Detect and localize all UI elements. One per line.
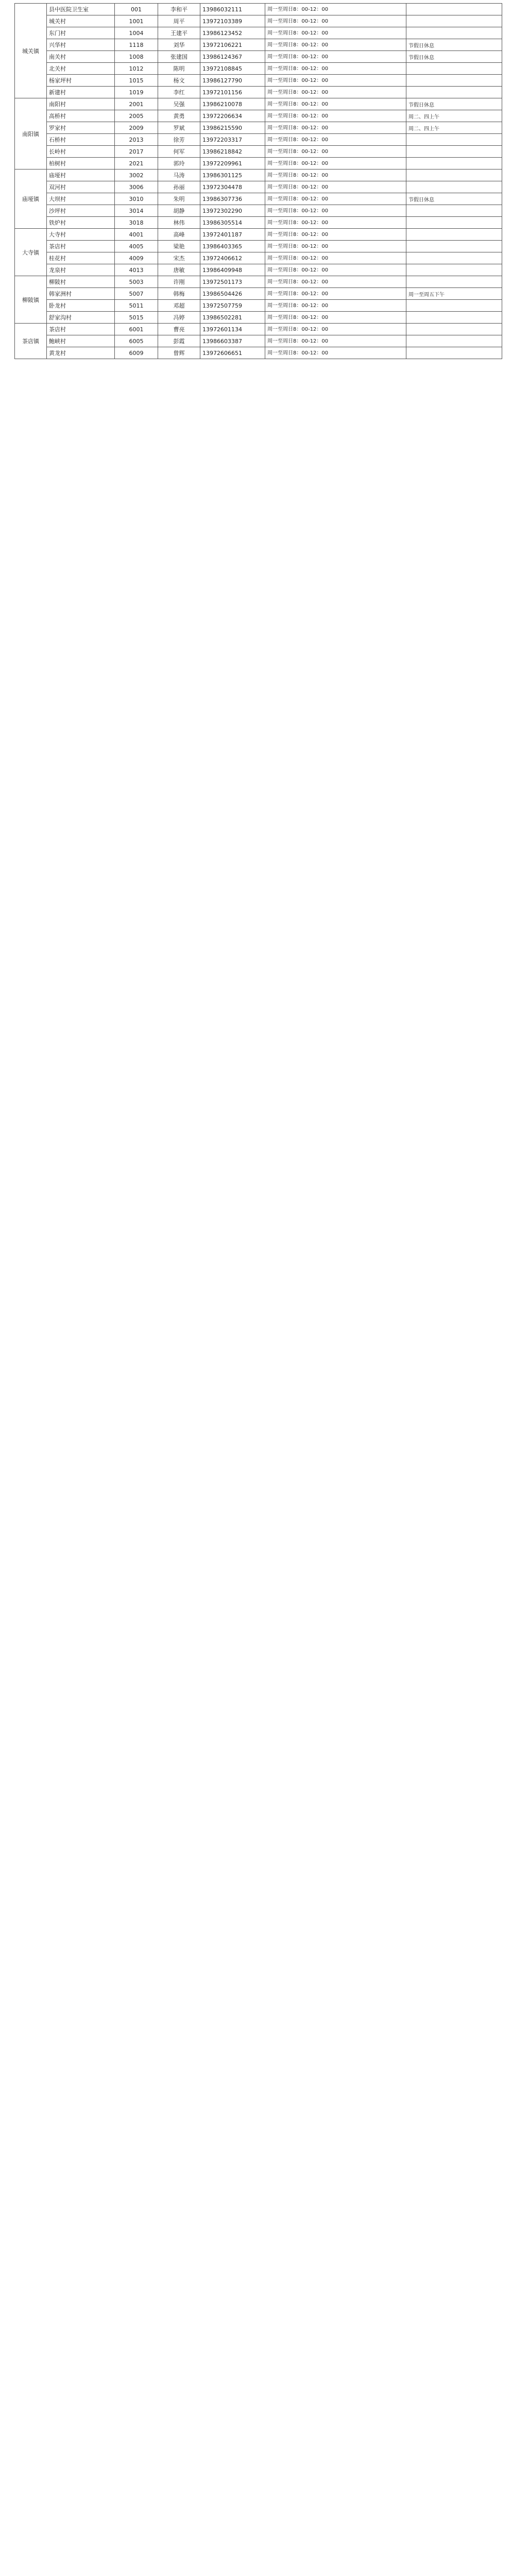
service-hours-cell: 周一至周日8：00-12：00	[265, 300, 406, 312]
clinic-number-cell: 1012	[115, 63, 158, 75]
clinic-number-cell: 1004	[115, 27, 158, 39]
service-hours-cell: 周一至周日8：00-12：00	[265, 51, 406, 63]
note-cell	[406, 300, 502, 312]
note-cell	[406, 335, 502, 347]
service-hours-cell: 周一至周日8：00-12：00	[265, 217, 406, 229]
clinic-number-cell: 6001	[115, 324, 158, 335]
phone-number-cell: 13972209961	[200, 158, 265, 170]
table-row	[15, 4, 502, 15]
phone-number-cell: 13986307736	[200, 193, 265, 205]
clinic-number-cell: 5007	[115, 288, 158, 300]
village-name-cell: 卧龙村	[47, 300, 115, 312]
table-row	[15, 63, 502, 75]
table-row	[15, 158, 502, 170]
village-name-cell: 柳陂村	[47, 276, 115, 288]
township-group-cell: 城关镇	[15, 4, 47, 98]
contact-person-cell: 李红	[158, 87, 200, 98]
note-cell: 周二、四上午	[406, 122, 502, 134]
contact-person-cell: 吴强	[158, 98, 200, 110]
phone-number-cell: 13972101156	[200, 87, 265, 98]
service-hours-cell: 周一至周日8：00-12：00	[265, 193, 406, 205]
phone-number-cell: 13986210078	[200, 98, 265, 110]
phone-number-cell: 13972302290	[200, 205, 265, 217]
village-name-cell: 舒家沟村	[47, 312, 115, 324]
note-cell: 节假日休息	[406, 39, 502, 51]
phone-number-cell: 13986124367	[200, 51, 265, 63]
note-cell: 节假日休息	[406, 98, 502, 110]
note-cell	[406, 4, 502, 15]
contact-person-cell: 徐芳	[158, 134, 200, 146]
note-cell	[406, 205, 502, 217]
village-name-cell: 新建村	[47, 87, 115, 98]
table-row	[15, 75, 502, 87]
table-row	[15, 134, 502, 146]
service-hours-cell: 周一至周日8：00-12：00	[265, 110, 406, 122]
note-cell	[406, 229, 502, 241]
phone-number-cell: 13986123452	[200, 27, 265, 39]
contact-person-cell: 孙丽	[158, 181, 200, 193]
service-hours-cell: 周一至周日8：00-12：00	[265, 347, 406, 359]
table-row	[15, 181, 502, 193]
village-name-cell: 黄龙村	[47, 347, 115, 359]
note-cell	[406, 181, 502, 193]
service-hours-cell: 周一至周日8：00-12：00	[265, 264, 406, 276]
phone-number-cell: 13986504426	[200, 288, 265, 300]
table-row	[15, 15, 502, 27]
phone-number-cell: 13972501173	[200, 276, 265, 288]
phone-number-cell: 13972507759	[200, 300, 265, 312]
clinic-number-cell: 5011	[115, 300, 158, 312]
clinic-number-cell: 1001	[115, 15, 158, 27]
phone-number-cell: 13986409948	[200, 264, 265, 276]
service-hours-cell: 周一至周日8：00-12：00	[265, 75, 406, 87]
note-cell	[406, 134, 502, 146]
contact-person-cell: 马涛	[158, 170, 200, 181]
clinic-number-cell: 4013	[115, 264, 158, 276]
contact-person-cell: 高峰	[158, 229, 200, 241]
service-hours-cell: 周一至周日8：00-12：00	[265, 324, 406, 335]
note-cell	[406, 170, 502, 181]
note-cell	[406, 217, 502, 229]
clinic-number-cell: 1015	[115, 75, 158, 87]
phone-number-cell: 13972203317	[200, 134, 265, 146]
contact-person-cell: 罗斌	[158, 122, 200, 134]
village-name-cell: 兴华村	[47, 39, 115, 51]
note-cell	[406, 63, 502, 75]
note-cell	[406, 276, 502, 288]
table-row	[15, 205, 502, 217]
phone-number-cell: 13986032111	[200, 4, 265, 15]
note-cell	[406, 146, 502, 158]
contact-person-cell: 何军	[158, 146, 200, 158]
clinic-number-cell: 001	[115, 4, 158, 15]
contact-person-cell: 邓超	[158, 300, 200, 312]
service-hours-cell: 周一至周日8：00-12：00	[265, 146, 406, 158]
note-cell	[406, 27, 502, 39]
table-row	[15, 276, 502, 288]
phone-number-cell: 13986218842	[200, 146, 265, 158]
phone-number-cell: 13972106221	[200, 39, 265, 51]
clinic-number-cell: 6009	[115, 347, 158, 359]
village-name-cell: 韩家洲村	[47, 288, 115, 300]
village-name-cell: 大寺村	[47, 229, 115, 241]
note-cell	[406, 324, 502, 335]
village-name-cell: 桂花村	[47, 252, 115, 264]
service-hours-cell: 周一至周日8：00-12：00	[265, 63, 406, 75]
phone-number-cell: 13986127790	[200, 75, 265, 87]
table-row	[15, 312, 502, 324]
township-group-cell: 柳陂镇	[15, 276, 47, 324]
contact-person-cell: 张建国	[158, 51, 200, 63]
phone-number-cell: 13986502281	[200, 312, 265, 324]
phone-number-cell: 13986403365	[200, 241, 265, 252]
clinic-number-cell: 4009	[115, 252, 158, 264]
service-hours-cell: 周一至周日8：00-12：00	[265, 205, 406, 217]
phone-number-cell: 13972103389	[200, 15, 265, 27]
clinic-number-cell: 3002	[115, 170, 158, 181]
clinic-number-cell: 4005	[115, 241, 158, 252]
clinic-number-cell: 1008	[115, 51, 158, 63]
service-hours-cell: 周一至周日8：00-12：00	[265, 335, 406, 347]
village-name-cell: 柏树村	[47, 158, 115, 170]
table-row	[15, 39, 502, 51]
service-hours-cell: 周一至周日8：00-12：00	[265, 312, 406, 324]
table-row	[15, 122, 502, 134]
village-name-cell: 茶店村	[47, 241, 115, 252]
service-hours-cell: 周一至周日8：00-12：00	[265, 27, 406, 39]
service-hours-cell: 周一至周日8：00-12：00	[265, 87, 406, 98]
phone-number-cell: 13986603387	[200, 335, 265, 347]
village-name-cell: 龙泉村	[47, 264, 115, 276]
village-name-cell: 长岭村	[47, 146, 115, 158]
contact-person-cell: 王建平	[158, 27, 200, 39]
clinic-number-cell: 4001	[115, 229, 158, 241]
note-cell: 节假日休息	[406, 193, 502, 205]
clinic-number-cell: 2021	[115, 158, 158, 170]
contact-person-cell: 周平	[158, 15, 200, 27]
township-group-cell: 庙垭镇	[15, 170, 47, 229]
clinic-number-cell: 3010	[115, 193, 158, 205]
table-row	[15, 170, 502, 181]
note-cell	[406, 312, 502, 324]
clinic-number-cell: 2017	[115, 146, 158, 158]
village-name-cell: 罗家村	[47, 122, 115, 134]
contact-person-cell: 郭玲	[158, 158, 200, 170]
contact-person-cell: 朱明	[158, 193, 200, 205]
clinic-number-cell: 5003	[115, 276, 158, 288]
table-row	[15, 27, 502, 39]
table-row	[15, 347, 502, 359]
table-row	[15, 98, 502, 110]
contact-person-cell: 唐敏	[158, 264, 200, 276]
contact-person-cell: 彭霞	[158, 335, 200, 347]
clinic-number-cell: 3018	[115, 217, 158, 229]
village-name-cell: 沙坪村	[47, 205, 115, 217]
village-name-cell: 城关村	[47, 15, 115, 27]
contact-person-cell: 陈明	[158, 63, 200, 75]
service-hours-cell: 周一至周日8：00-12：00	[265, 229, 406, 241]
clinic-number-cell: 1118	[115, 39, 158, 51]
phone-number-cell: 13972606651	[200, 347, 265, 359]
contact-person-cell: 韩梅	[158, 288, 200, 300]
note-cell	[406, 252, 502, 264]
village-name-cell: 茶店村	[47, 324, 115, 335]
table-row	[15, 87, 502, 98]
note-cell	[406, 347, 502, 359]
village-name-cell: 杨家坪村	[47, 75, 115, 87]
village-name-cell: 高桥村	[47, 110, 115, 122]
table-row	[15, 217, 502, 229]
township-group-cell: 茶店镇	[15, 324, 47, 359]
clinic-table-body	[15, 4, 502, 359]
service-hours-cell: 周一至周日8：00-12：00	[265, 4, 406, 15]
table-row	[15, 300, 502, 312]
clinic-number-cell: 1019	[115, 87, 158, 98]
contact-person-cell: 许刚	[158, 276, 200, 288]
contact-person-cell: 林伟	[158, 217, 200, 229]
service-hours-cell: 周一至周日8：00-12：00	[265, 252, 406, 264]
table-row	[15, 288, 502, 300]
note-cell: 周二、四上午	[406, 110, 502, 122]
phone-number-cell: 13972108845	[200, 63, 265, 75]
clinic-table	[14, 3, 502, 359]
village-name-cell: 北关村	[47, 63, 115, 75]
phone-number-cell: 13972304478	[200, 181, 265, 193]
village-name-cell: 南阳村	[47, 98, 115, 110]
village-name-cell: 石桥村	[47, 134, 115, 146]
contact-person-cell: 曹亮	[158, 324, 200, 335]
contact-person-cell: 曾辉	[158, 347, 200, 359]
village-name-cell: 铁炉村	[47, 217, 115, 229]
table-row	[15, 193, 502, 205]
clinic-number-cell: 3014	[115, 205, 158, 217]
village-name-cell: 大坝村	[47, 193, 115, 205]
village-name-cell: 鲍峡村	[47, 335, 115, 347]
note-cell	[406, 87, 502, 98]
village-name-cell: 双河村	[47, 181, 115, 193]
clinic-number-cell: 2009	[115, 122, 158, 134]
contact-person-cell: 宋杰	[158, 252, 200, 264]
service-hours-cell: 周一至周日8：00-12：00	[265, 158, 406, 170]
clinic-number-cell: 2013	[115, 134, 158, 146]
service-hours-cell: 周一至周日8：00-12：00	[265, 181, 406, 193]
village-name-cell: 东门村	[47, 27, 115, 39]
clinic-number-cell: 3006	[115, 181, 158, 193]
note-cell	[406, 15, 502, 27]
phone-number-cell: 13986305514	[200, 217, 265, 229]
table-row	[15, 110, 502, 122]
service-hours-cell: 周一至周日8：00-12：00	[265, 15, 406, 27]
note-cell	[406, 264, 502, 276]
contact-person-cell: 梁艳	[158, 241, 200, 252]
clinic-number-cell: 5015	[115, 312, 158, 324]
contact-person-cell: 胡静	[158, 205, 200, 217]
table-row	[15, 324, 502, 335]
note-cell	[406, 158, 502, 170]
village-name-cell: 南关村	[47, 51, 115, 63]
service-hours-cell: 周一至周日8：00-12：00	[265, 122, 406, 134]
phone-number-cell: 13972406612	[200, 252, 265, 264]
phone-number-cell: 13972601134	[200, 324, 265, 335]
service-hours-cell: 周一至周日8：00-12：00	[265, 288, 406, 300]
service-hours-cell: 周一至周日8：00-12：00	[265, 276, 406, 288]
note-cell: 周一至周五下午	[406, 288, 502, 300]
service-hours-cell: 周一至周日8：00-12：00	[265, 170, 406, 181]
table-row	[15, 229, 502, 241]
note-cell	[406, 75, 502, 87]
table-row	[15, 241, 502, 252]
clinic-number-cell: 6005	[115, 335, 158, 347]
contact-person-cell: 刘华	[158, 39, 200, 51]
clinic-number-cell: 2001	[115, 98, 158, 110]
phone-number-cell: 13972401187	[200, 229, 265, 241]
village-name-cell: 庙垭村	[47, 170, 115, 181]
phone-number-cell: 13986215590	[200, 122, 265, 134]
phone-number-cell: 13986301125	[200, 170, 265, 181]
table-row	[15, 264, 502, 276]
contact-person-cell: 杨文	[158, 75, 200, 87]
service-hours-cell: 周一至周日8：00-12：00	[265, 241, 406, 252]
clinic-number-cell: 2005	[115, 110, 158, 122]
note-cell: 节假日休息	[406, 51, 502, 63]
phone-number-cell: 13972206634	[200, 110, 265, 122]
village-name-cell: 县中医院卫生室	[47, 4, 115, 15]
service-hours-cell: 周一至周日8：00-12：00	[265, 134, 406, 146]
table-row	[15, 252, 502, 264]
township-group-cell: 大寺镇	[15, 229, 47, 276]
table-row	[15, 51, 502, 63]
service-hours-cell: 周一至周日8：00-12：00	[265, 39, 406, 51]
township-group-cell: 南阳镇	[15, 98, 47, 170]
note-cell	[406, 241, 502, 252]
contact-person-cell: 黄勇	[158, 110, 200, 122]
service-hours-cell: 周一至周日8：00-12：00	[265, 98, 406, 110]
clinic-table-sheet	[14, 3, 502, 359]
contact-person-cell: 冯婷	[158, 312, 200, 324]
contact-person-cell: 李和平	[158, 4, 200, 15]
table-row	[15, 335, 502, 347]
table-row	[15, 146, 502, 158]
